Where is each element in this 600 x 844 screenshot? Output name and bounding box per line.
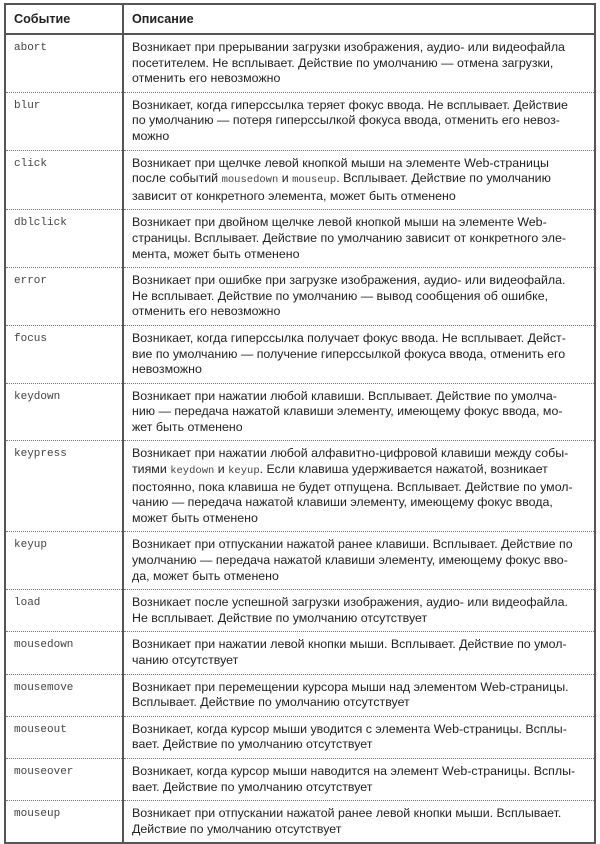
event-name: mouseup — [5, 801, 123, 844]
table-row — [5, 325, 595, 383]
event-name: keydown — [5, 383, 123, 441]
inline-code: mousedown — [221, 174, 279, 187]
table-row — [5, 716, 595, 758]
event-description — [123, 325, 595, 383]
event-description — [123, 383, 595, 441]
event-description — [123, 716, 595, 758]
event-name: click — [5, 150, 123, 210]
table-row — [5, 441, 595, 532]
event-description — [123, 758, 595, 800]
event-name: mousemove — [5, 674, 123, 716]
table-row — [5, 268, 595, 326]
event-description — [123, 150, 595, 210]
header-row — [5, 4, 595, 34]
description-text: Возникает при ошибке при загрузке изображения, аудио- или видеофайла. Не всплывает. Действие по умолчанию — вывод сообщения об ошибке, отменить его невозможно — [132, 273, 566, 319]
table-row — [5, 758, 595, 800]
description-text: Возникает при нажатии любой алфавитно-цифровой клавиши между собы- тиями — [132, 446, 569, 477]
description-text: . Всплывает. Действие по умолчанию зависит от конкретного элемента, может быть отменено — [132, 171, 551, 203]
event-name: keyup — [5, 532, 123, 590]
description-text: Возникает при нажатии любой клавиши. Всплывает. Действие по умолча- нию — передача нажатой клавиши элементу, имеющему фокус ввода, мо- жет быть отменено — [132, 388, 563, 434]
event-description — [123, 34, 595, 92]
description-text: Возникает, когда курсор мыши наводится на элемент Web-страницы. Всплы- вает. Действие по умолчанию отсутствует — [132, 763, 576, 794]
event-name: load — [5, 590, 123, 632]
table-row — [5, 92, 595, 150]
description-text: Возникает при прерывании загрузки изображения, аудио- или видеофайла посетителем. Не всплывает. Действие по умолчанию — отмена загрузки, отменить его невозможно — [132, 40, 565, 86]
table-row — [5, 801, 595, 844]
table-row — [5, 150, 595, 210]
event-name: mouseover — [5, 758, 123, 800]
event-name: abort — [5, 34, 123, 92]
header-event: Событие — [5, 4, 123, 34]
table-row — [5, 532, 595, 590]
event-description — [123, 210, 595, 268]
table-row — [5, 590, 595, 632]
description-text: Возникает после успешной загрузки изображения, аудио- или видеофайла. Не всплывает. Действие по умолчанию отсутствует — [132, 595, 568, 625]
event-name: error — [5, 268, 123, 326]
description-text: Возникает при отпускании нажатой ранее левой кнопки мыши. Всплывает. Действие по умолчанию отсутствует — [132, 806, 562, 836]
table-row — [5, 210, 595, 268]
description-text: Возникает при отпускании нажатой ранее клавиши. Всплывает. Действие по умолчанию — передача нажатой клавиши элементу, имеющему фокус вво- да, может быть отменено — [132, 537, 573, 583]
event-description — [123, 674, 595, 716]
description-text: Возникает при перемещении курсора мыши над элементом Web-страницы. Всплывает. Действие по умолчанию отсутствует — [132, 679, 569, 710]
table-body — [5, 34, 595, 843]
inline-code: keyup — [228, 465, 260, 478]
description-text: . Если клавиша удерживается нажатой, возникает постоянно, пока клавиша не будет отпущена. Всплывает. Действие по умол- чанию — передача нажатой клавиши элементу, имеющему фокус ввода, может быть отменено — [132, 462, 573, 525]
description-text: и — [214, 462, 229, 477]
description-text: Возникает при нажатии левой кнопки мыши. Всплывает. Действие по умол- чанию отсутствует — [132, 637, 567, 667]
event-name: mousedown — [5, 632, 123, 674]
event-name: dblclick — [5, 210, 123, 268]
table-row — [5, 383, 595, 441]
event-description — [123, 532, 595, 590]
event-description — [123, 632, 595, 674]
event-name: mouseout — [5, 716, 123, 758]
table-row — [5, 632, 595, 674]
event-description — [123, 590, 595, 632]
inline-code: mouseup — [292, 174, 337, 187]
event-description — [123, 268, 595, 326]
event-name: focus — [5, 325, 123, 383]
inline-code: keydown — [170, 465, 215, 478]
event-description — [123, 801, 595, 844]
description-text: Возникает, когда гиперссылка теряет фокус ввода. Не всплывает. Действие по умолчанию — потеря гиперссылкой фокуса ввода, отменить его невоз- можно — [132, 97, 568, 143]
event-description — [123, 92, 595, 150]
description-text: Возникает при двойном щелчке левой кнопкой мыши на элементе Web- страницы. Всплывает. Действие по умолчанию зависит от конкретного эле- мента, может быть отменено — [132, 215, 566, 261]
event-name: blur — [5, 92, 123, 150]
description-text: Возникает, когда курсор мыши уводится с элемента Web-страницы. Всплы- вает. Действие по умолчанию отсутствует — [132, 721, 567, 752]
event-name: keypress — [5, 441, 123, 532]
event-description — [123, 441, 595, 532]
description-text: Возникает, когда гиперссылка получает фокус ввода. Не всплывает. Дейст- вие по умолчанию — получение гиперссылкой фокуса ввода, отменить его невозможно — [132, 330, 566, 377]
header-description: Описание — [123, 4, 595, 34]
table-row — [5, 34, 595, 92]
events-table — [4, 3, 596, 844]
description-text: Возникает при щелчке левой кнопкой мыши на элементе Web-страницы после событий — [132, 155, 549, 186]
description-text: и — [278, 171, 293, 186]
table-row — [5, 674, 595, 716]
